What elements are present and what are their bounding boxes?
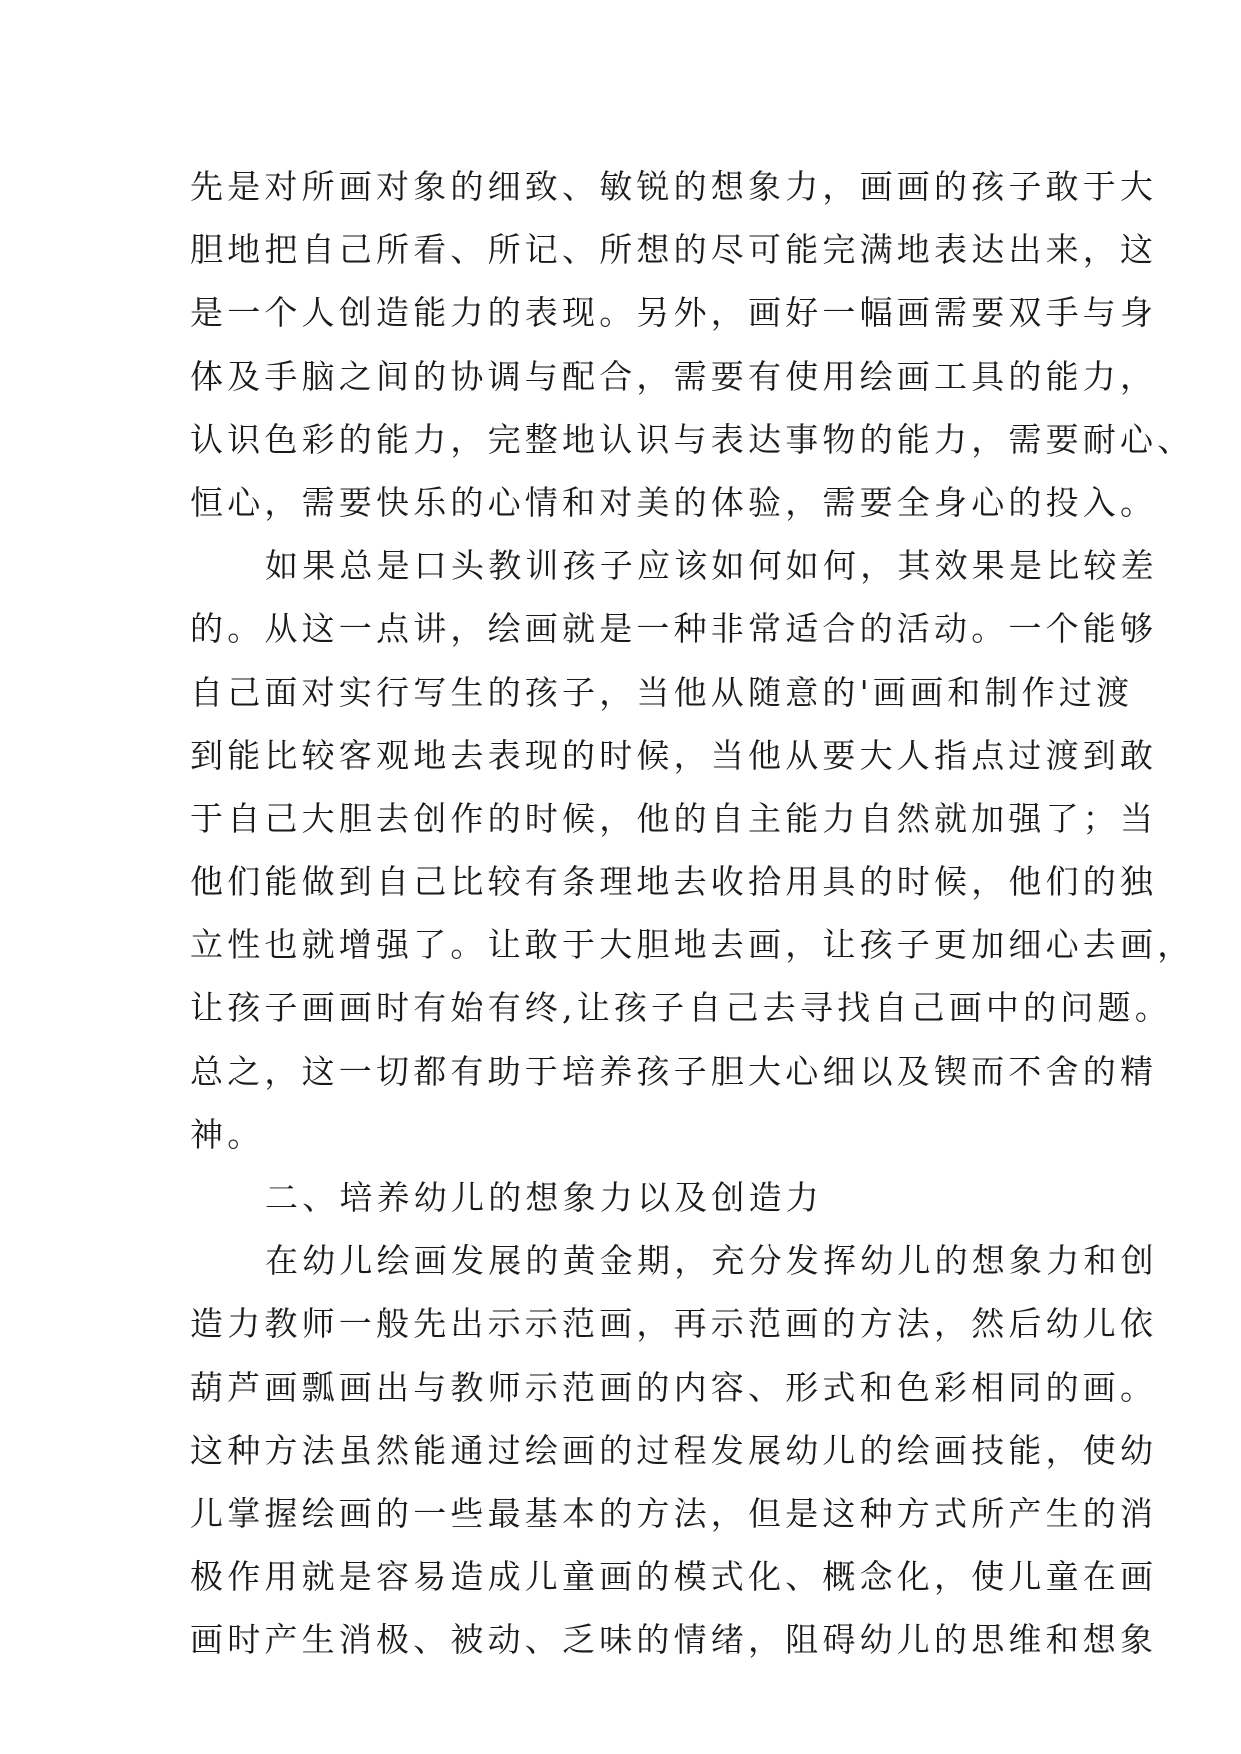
- text-line: 葫芦画瓢画出与教师示范画的内容、形式和色彩相同的画。: [190, 1367, 1158, 1407]
- text-line: 认识色彩的能力，完整地认识与表达事物的能力，需要耐心、: [190, 419, 1195, 459]
- text-line: 自己面对实行写生的孩子，当他从随意的'画画和制作过渡: [190, 672, 1134, 712]
- text-line: 的。从这一点讲，绘画就是一种非常适合的活动。一个能够: [190, 609, 1158, 649]
- text-line: 极作用就是容易造成儿童画的模式化、概念化，使儿童在画: [190, 1557, 1158, 1597]
- text-line: 画时产生消极、被动、乏味的情绪，阻碍幼儿的思维和想象: [190, 1620, 1158, 1660]
- text-line: 让孩子画画时有始有终,让孩子自己去寻找自己画中的问题。: [190, 988, 1172, 1028]
- paragraph-first-line: 在幼儿绘画发展的黄金期，充分发挥幼儿的想象力和创: [265, 1241, 1158, 1281]
- body-text: [190, 155, 1195, 1672]
- text-line: 神。: [190, 1114, 265, 1154]
- text-line: 恒心，需要快乐的心情和对美的体验，需要全身心的投入。: [190, 482, 1158, 522]
- text-line: 这种方法虽然能通过绘画的过程发展幼儿的绘画技能，使幼: [190, 1430, 1158, 1470]
- text-line: 他们能做到自己比较有条理地去收拾用具的时候，他们的独: [190, 862, 1158, 902]
- text-line: 造力教师一般先出示示范画，再示范画的方法，然后幼儿依: [190, 1304, 1158, 1344]
- text-line: 是一个人创造能力的表现。另外，画好一幅画需要双手与身: [190, 293, 1158, 333]
- text-line: 总之，这一切都有助于培养孩子胆大心细以及锲而不舍的精: [190, 1051, 1158, 1091]
- text-line: 到能比较客观地去表现的时候，当他从要大人指点过渡到敢: [190, 735, 1158, 775]
- text-line: 儿掌握绘画的一些最基本的方法，但是这种方式所产生的消: [190, 1493, 1158, 1533]
- text-line: 胆地把自己所看、所记、所想的尽可能完满地表达出来，这: [190, 230, 1158, 270]
- text-line: 立性也就增强了。让敢于大胆地去画，让孩子更加细心去画，: [190, 925, 1195, 965]
- paragraph-first-line: 二、培养幼儿的想象力以及创造力: [265, 1178, 823, 1217]
- paragraph-first-line: 如果总是口头教训孩子应该如何如何，其效果是比较差: [265, 546, 1158, 586]
- text-line: 于自己大胆去创作的时候，他的自主能力自然就加强了；当: [190, 798, 1158, 838]
- text-line: 体及手脑之间的协调与配合，需要有使用绘画工具的能力，: [190, 356, 1158, 396]
- text-line: 先是对所画对象的细致、敏锐的想象力，画画的孩子敢于大: [190, 167, 1158, 206]
